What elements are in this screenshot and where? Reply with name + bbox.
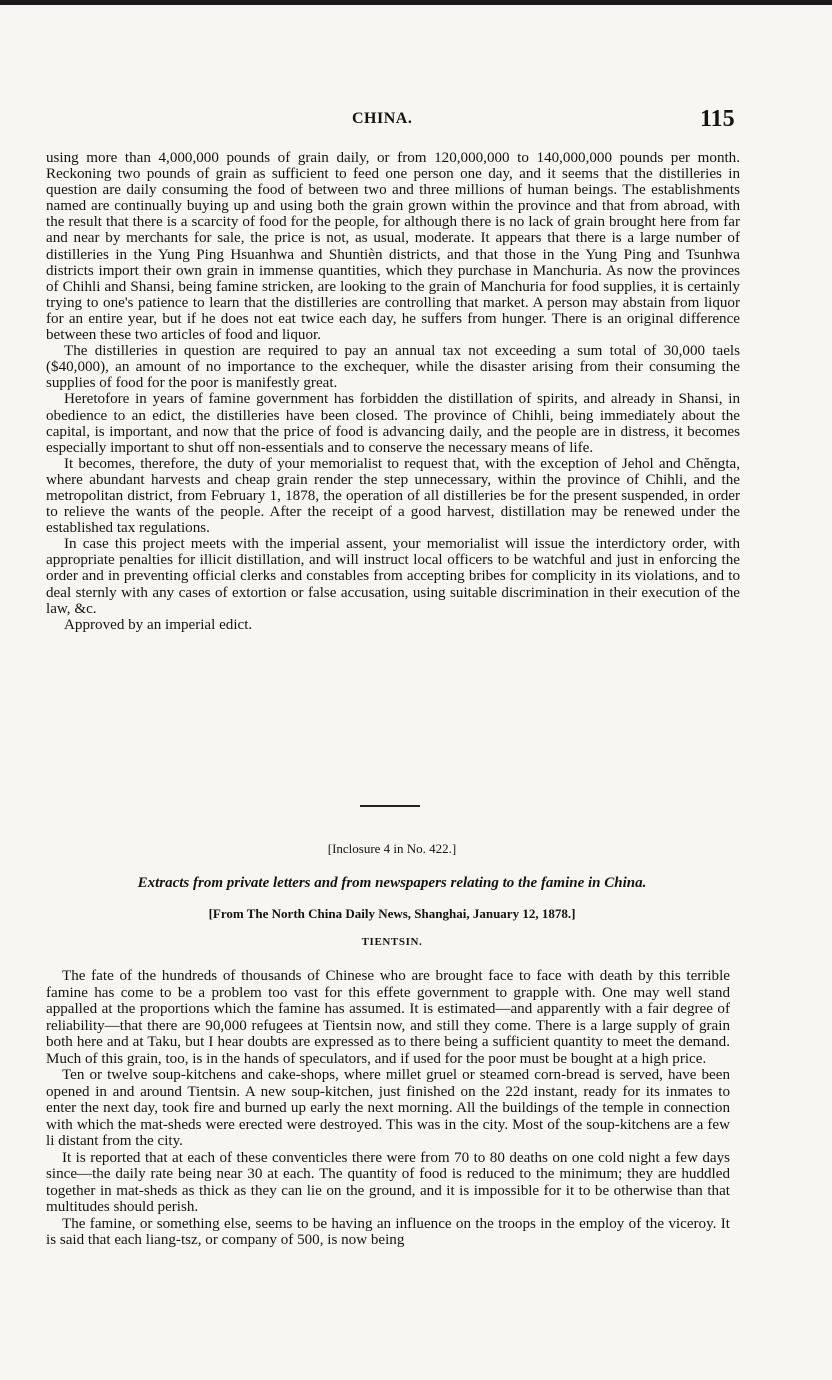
newspaper-source: [From The North China Daily News, Shanghai, January 12, 1878.] — [208, 906, 576, 921]
extracts-title: Extracts from private letters and from newspapers relating to the famine in China. — [137, 875, 647, 891]
inclosure-label: [Inclosure 4 in No. 422.] — [327, 841, 457, 856]
memorial-paragraph-1: using more than 4,000,000 pounds of grain daily, or from 120,000,000 to 140,000,000 pounds per month. Reckoning two pounds of grain as sufficient to feed one person one day, and it seems that the distilleries in question are daily consuming the food of between two and three millions of human beings. The establishments named are continually buying up and using both the grain grown within the province and that from abroad, with the result that there is a scarcity of food for the people, for although there is no lack of grain brought here from far and near by merchants for sale, the price is not, as usual, moderate. It appears that there is a large number of distilleries in the Yung Ping Hsuanhwa and Shuntièn districts, and that those in the Yung Ping and Tsunhwa districts import their own grain in immense quantities, which they purchase in Manchuria. As now the provinces of Chihli and Shansi, being famine stricken, are looking to the grain of Manchuria for food supplies, it is certainly trying to one's patience to learn that the distilleries are controlling that market. A person may abstain from liquor for an entire year, but if he does not eat twice each day, he suffers from hunger. There is an original difference between these two articles of food and liquor. — [46, 150, 740, 344]
tientsin-paragraph-3: It is reported that at each of these conventicles there were from 70 to 80 deaths on one cold night a few days since—the daily rate being near 30 at each. The quantity of food is reduced to the minimum; they are huddled together in mat-sheds as thick as they can lie on the ground, and it is impossible for it to be otherwise than that multitudes should perish. — [46, 1149, 730, 1215]
memorial-paragraph-5: In case this project meets with the imperial assent, your memorialist will issue the interdictory order, with appropriate penalties for illicit distillation, and will instruct local officers to be watchful and just in enforcing the order and in preventing official clerks and constables from accepting bribes for complicity in its violations, and to deal sternly with any cases of extortion or false accusation, using suitable discrimination in their execution of the law, &c. — [46, 536, 740, 617]
page-number: 115 — [700, 106, 735, 132]
tientsin-paragraph-4: The famine, or something else, seems to be having an influence on the troops in the employ of the viceroy. It is said that each liang-tsz, or company of 500, is now being — [46, 1215, 730, 1248]
tientsin-paragraph-2: Ten or twelve soup-kitchens and cake-shops, where millet gruel or steamed corn-bread is served, have been opened in and around Tientsin. A new soup-kitchen, just finished on the 22d instant, ready for its inmates to enter the next day, took fire and burned up early the next morning. All the buildings of the temple in connection with which the mat-sheds were erected were destroyed. This was in the city. Most of the soup-kitchens are a few li distant from the city. — [46, 1067, 730, 1149]
memorial-paragraph-3: Heretofore in years of famine government has forbidden the distillation of spirits, and already in Shansi, in obedience to an edict, the distilleries have been closed. The province of Chihli, being immediately about the capital, is important, and now that the price of food is advancing daily, and the people are in distress, it becomes especially important to shut off non-essentials and to conserve the necessary means of life. — [46, 391, 740, 456]
memorial-paragraph-2: The distilleries in question are required to pay an annual tax not exceeding a sum total of 30,000 taels ($40,000), an amount of no importance to the exchequer, while the disaster arising from their consuming the supplies of food for the poor is manifestly great. — [46, 343, 740, 392]
running-title: CHINA. — [352, 110, 413, 127]
tientsin-text — [46, 968, 730, 1249]
section-divider — [360, 805, 420, 807]
running-head — [0, 106, 832, 136]
place-heading: TIENTSIN. — [361, 936, 423, 948]
top-border-line — [0, 0, 832, 5]
tientsin-paragraph-1: The fate of the hundreds of thousands of Chinese who are brought face to face with death by this terrible famine has come to be a problem too vast for this effete government to grapple with. One may well stand appalled at the proportions which the famine has assumed. It is estimated—and apparently with a fair degree of reliability—that there are 90,000 refugees at Tientsin now, and still they come. There is a large supply of grain both here and at Taku, but I hear doubts are expressed as to there being a sufficient quantity to meet the demand. Much of this grain, too, is in the hands of speculators, and if used for the poor must be bought at a high price. — [46, 968, 730, 1067]
memorial-approval-line: Approved by an imperial edict. — [64, 616, 253, 633]
memorial-paragraph-4: It becomes, therefore, the duty of your memorialist to request that, with the exception of Jehol and Chĕngta, where abundant harvests and cheap grain render the step unnecessary, within the province of Chihli, and the metropolitan district, from February 1, 1878, the operation of all distilleries be for the present suspended, in order to relieve the wants of the people. After the receipt of a good harvest, distillation may be renewed under the established tax regulations. — [46, 455, 740, 537]
memorial-text — [46, 150, 740, 633]
